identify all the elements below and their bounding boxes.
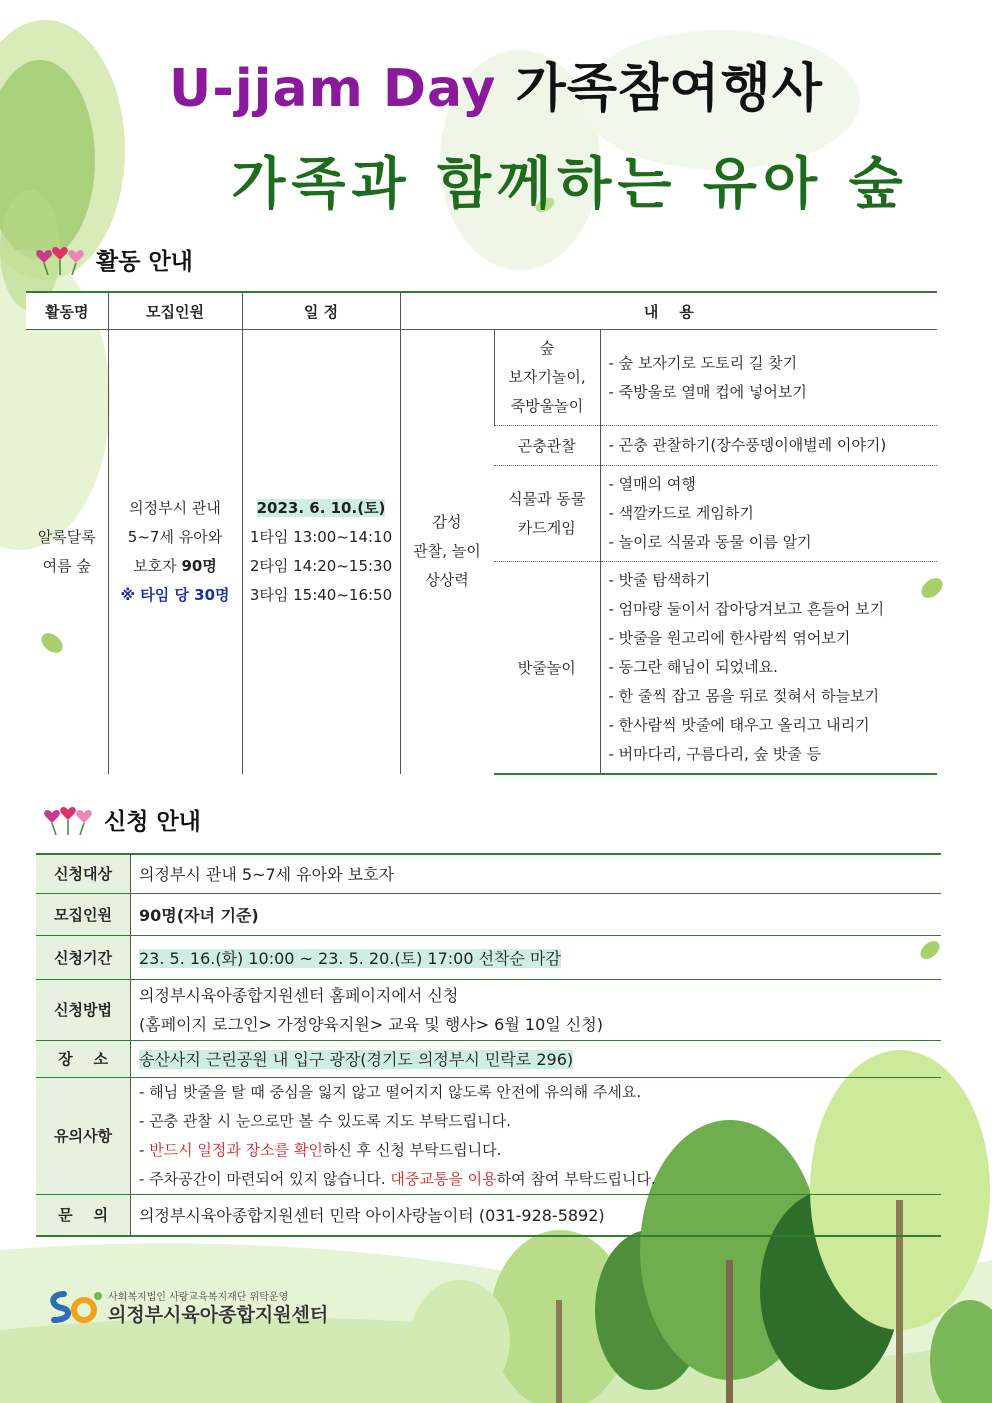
target-label: 신청대상 [36, 854, 131, 893]
program-detail: - 한사람씩 밧줄에 태우고 올리고 내리기 [608, 715, 870, 734]
apply-section-heading [42, 803, 201, 836]
event-title-rest: 가족참여행사 [515, 59, 823, 119]
program-title: 보자기놀이, [508, 368, 586, 386]
hearts-icon [42, 805, 94, 835]
period-cell [131, 935, 942, 979]
place-cell [131, 1040, 942, 1077]
program-title-cell [494, 466, 600, 562]
program-detail: - 버마다리, 구름다리, 숲 밧줄 등 [608, 744, 822, 763]
apply-section-title: 신청 안내 [104, 809, 201, 835]
program-title: 카드게임 [517, 518, 576, 537]
note-line [139, 1136, 941, 1165]
program-title-cell: 밧줄놀이 [494, 562, 600, 774]
recruit-count: 90명 [181, 556, 217, 575]
method-cell [131, 979, 942, 1040]
method-line: 의정부시육아종합지원센터 홈페이지에서 신청 [139, 985, 459, 1005]
program-detail: - 색깔카드로 게임하기 [608, 504, 754, 522]
event-title [0, 46, 992, 121]
recruit-value: 90명(자녀 기준) [131, 893, 942, 935]
header-activity-name: 활동명 [26, 292, 108, 330]
org-logo-icon [46, 1286, 106, 1326]
program-detail: - 동그란 해님이 되었네요. [608, 657, 778, 676]
table-row [36, 1040, 941, 1077]
table-row [26, 330, 937, 426]
activity-section-title: 활동 안내 [96, 249, 193, 275]
recruit-line: 5~7세 유아와 [127, 527, 223, 546]
method-label: 신청방법 [36, 979, 131, 1040]
program-title: 죽방울놀이 [510, 397, 584, 415]
table-row [36, 893, 941, 935]
table-row [36, 935, 941, 979]
place-value: 송산사지 근린공원 내 입구 광장(경기도 의정부시 민락로 296) [139, 1050, 574, 1069]
recruit-cell [108, 330, 242, 774]
contact-value: 의정부시육아종합지원센터 민락 아이사랑놀이터 (031-928-5892) [131, 1194, 942, 1236]
theme-line: 관찰, 놀이 [413, 542, 481, 561]
program-title: 숲 [539, 339, 555, 357]
program-detail: - 죽방울로 열매 컵에 넣어보기 [608, 382, 807, 401]
org-operator: 사회복지법인 사랑교육복지재단 위탁운영 [108, 1292, 289, 1303]
note-line [139, 1165, 941, 1194]
note-line: - 해님 밧줄을 탈 때 중심을 잃지 않고 떨어지지 않도록 안전에 유의해 주세요. [139, 1082, 642, 1101]
activity-name-cell [26, 330, 108, 774]
schedule-time: 1타임 13:00~14:10 [249, 527, 393, 546]
period-label: 신청기간 [36, 935, 131, 979]
program-detail-cell [600, 426, 937, 466]
program-detail-cell [600, 330, 937, 426]
note-text: - 주차공간이 마련되어 있지 않습니다. [139, 1169, 391, 1188]
schedule-time: 2타임 14:20~15:30 [249, 556, 393, 575]
activity-section-heading [34, 243, 193, 276]
activity-table [26, 291, 937, 775]
schedule-date: 2023. 6. 10.(토) [256, 498, 386, 517]
hearts-icon [34, 245, 86, 275]
theme-cell [400, 330, 494, 774]
recruit-line [109, 552, 242, 581]
program-detail: - 놀이로 식물과 동물 이름 알기 [608, 533, 812, 551]
program-detail: - 숲 보자기로 도토리 길 찾기 [608, 353, 798, 372]
schedule-cell [242, 330, 400, 774]
activity-name-line: 여름 숲 [42, 556, 91, 575]
table-row [36, 1194, 941, 1236]
event-subtitle: 가족과 함께하는 유아 숲 [231, 152, 909, 217]
note-line: - 곤충 관찰 시 눈으로만 볼 수 있도록 지도 부탁드립니다. [139, 1111, 511, 1130]
note-emphasis: 반드시 일정과 장소를 확인 [149, 1140, 323, 1159]
note-text: - [139, 1140, 150, 1159]
program-detail: - 한 줄씩 잡고 몸을 뒤로 젖혀서 하늘보기 [608, 686, 880, 705]
program-title: 식물과 동물 [508, 489, 586, 508]
recruit-per-time: ※ 타임 당 30명 [120, 585, 230, 604]
org-logo [46, 1286, 329, 1326]
target-value: 의정부시 관내 5~7세 유아와 보호자 [131, 854, 942, 893]
table-row [36, 854, 941, 893]
table-row [36, 1077, 941, 1194]
program-detail-cell [600, 466, 937, 562]
theme-line: 감성 [432, 513, 462, 532]
notes-cell [131, 1077, 942, 1194]
recruit-text: 보호자 [133, 556, 182, 575]
program-detail: - 엄마랑 둘이서 잡아당겨보고 흔들어 보기 [608, 599, 885, 618]
table-row [36, 979, 941, 1040]
theme-line: 상상력 [425, 571, 469, 590]
place-label: 장 소 [36, 1040, 131, 1077]
program-detail: - 곤충 관찰하기(장수풍뎅이애벌레 이야기) [608, 436, 887, 454]
apply-table [36, 853, 941, 1237]
program-detail: - 밧줄 탐색하기 [608, 570, 711, 589]
program-detail: - 열매의 여행 [608, 475, 696, 493]
method-line: (홈페이지 로그인> 가정양육지원> 교육 및 행사> 6월 10일 신청) [139, 1014, 603, 1034]
program-detail: - 밧줄을 원고리에 한사람씩 엮어보기 [608, 628, 851, 647]
schedule-time: 3타임 15:40~16:50 [249, 585, 393, 604]
header-recruit: 모집인원 [108, 292, 242, 330]
contact-label: 문 의 [36, 1194, 131, 1236]
org-name: 의정부시육아종합지원센터 [108, 1304, 329, 1326]
activity-name-line: 알록달록 [37, 527, 96, 546]
notes-label: 유의사항 [36, 1077, 131, 1194]
note-text: 하신 후 신청 부탁드립니다. [322, 1140, 502, 1159]
period-value: 23. 5. 16.(화) 10:00 ~ 23. 5. 20.(토) 17:00 선착순 마감 [139, 948, 561, 968]
note-emphasis: 대중교통을 이용 [390, 1169, 497, 1188]
activity-table-header [26, 292, 937, 330]
program-title-cell: 곤충관찰 [494, 426, 600, 466]
header-schedule: 일 정 [242, 292, 400, 330]
program-title-cell [494, 330, 600, 426]
note-text: 하여 참여 부탁드립니다. [496, 1169, 656, 1188]
event-title-accent: U-jjam Day [169, 59, 497, 119]
program-detail-cell [600, 562, 937, 774]
header-content: 내 용 [400, 292, 937, 330]
recruit-label: 모집인원 [36, 893, 131, 935]
recruit-line: 의정부시 관내 [129, 498, 221, 517]
